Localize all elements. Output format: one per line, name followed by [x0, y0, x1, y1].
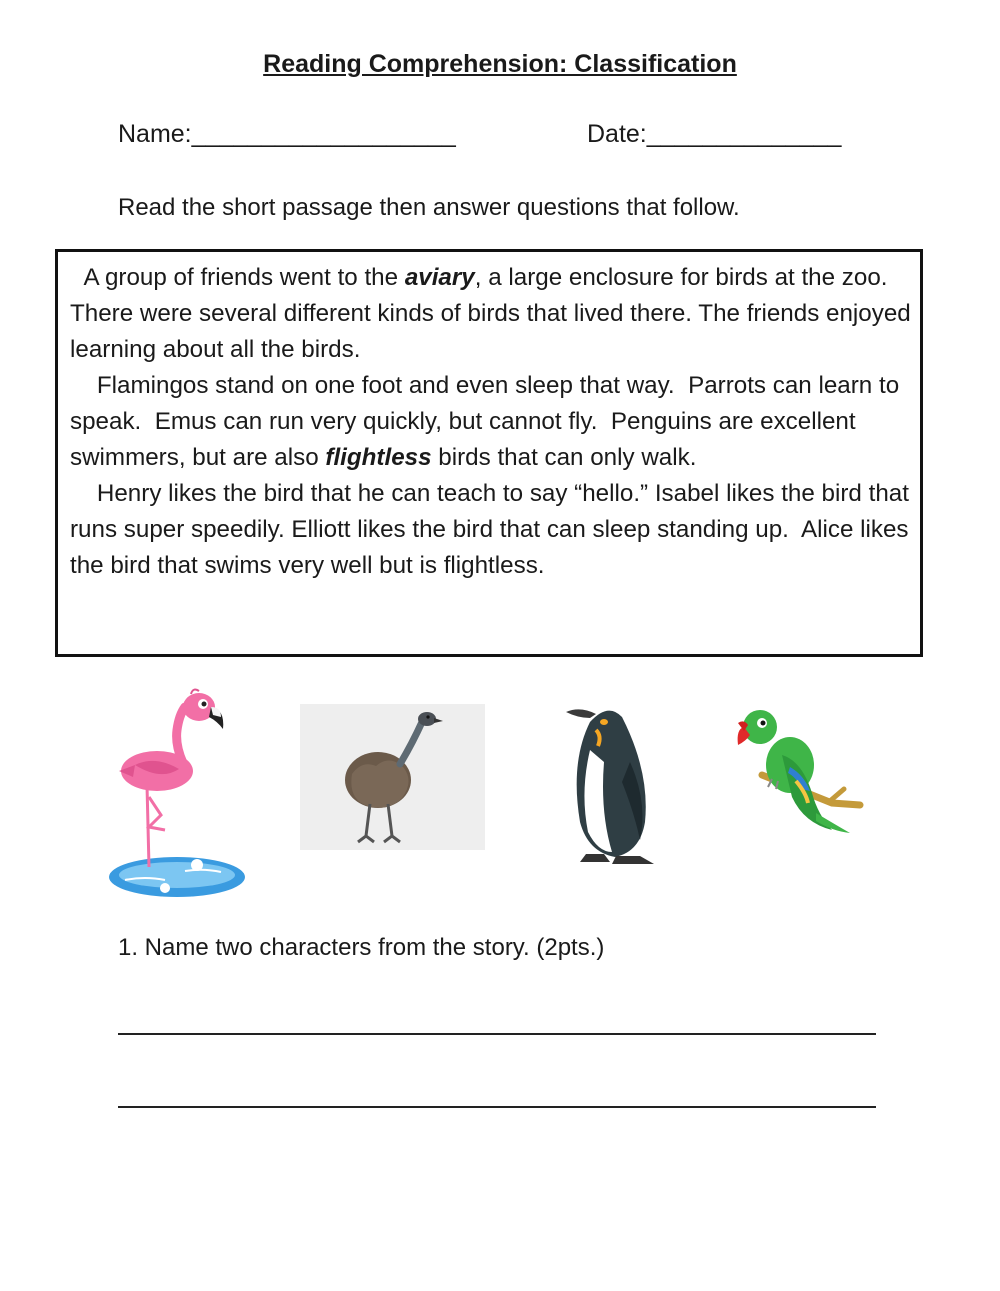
- passage-paragraph-1: A group of friends went to the aviary, a large enclosure for birds at the zoo. There were several different kinds of birds that lived there. The friends enjoyed learning about all the birds.: [70, 264, 918, 363]
- question-1: 1. Name two characters from the story. (2pts.): [118, 934, 605, 961]
- answer-line-2[interactable]: [118, 1106, 876, 1108]
- instructions: Read the short passage then answer questions that follow.: [118, 194, 740, 221]
- passage-text: [70, 260, 918, 584]
- name-field[interactable]: Name:___________________: [118, 120, 456, 148]
- answer-line-1[interactable]: [118, 1033, 876, 1035]
- worksheet-title: Reading Comprehension: Classification: [263, 50, 737, 78]
- penguin-image: [560, 702, 660, 867]
- emu-image: [300, 704, 485, 850]
- parrot-image: [732, 705, 872, 840]
- term-aviary: aviary: [404, 264, 475, 291]
- passage-box: [55, 249, 923, 657]
- date-field[interactable]: Date:______________: [587, 120, 842, 148]
- passage-paragraph-3: Henry likes the bird that he can teach to say “hello.” Isabel likes the bird that runs super speedily. Elliott likes the bird that can sleep standing up. Alice likes the bird that swims very well but is flightless.: [70, 480, 916, 579]
- flamingo-image: [105, 685, 250, 905]
- term-flightless: flightless: [325, 444, 432, 471]
- passage-paragraph-2: Flamingos stand on one foot and even sleep that way. Parrots can learn to speak. Emus can run very quickly, but cannot fly. Penguins are excellent swimmers, but are also flightless birds that can only walk.: [70, 372, 906, 471]
